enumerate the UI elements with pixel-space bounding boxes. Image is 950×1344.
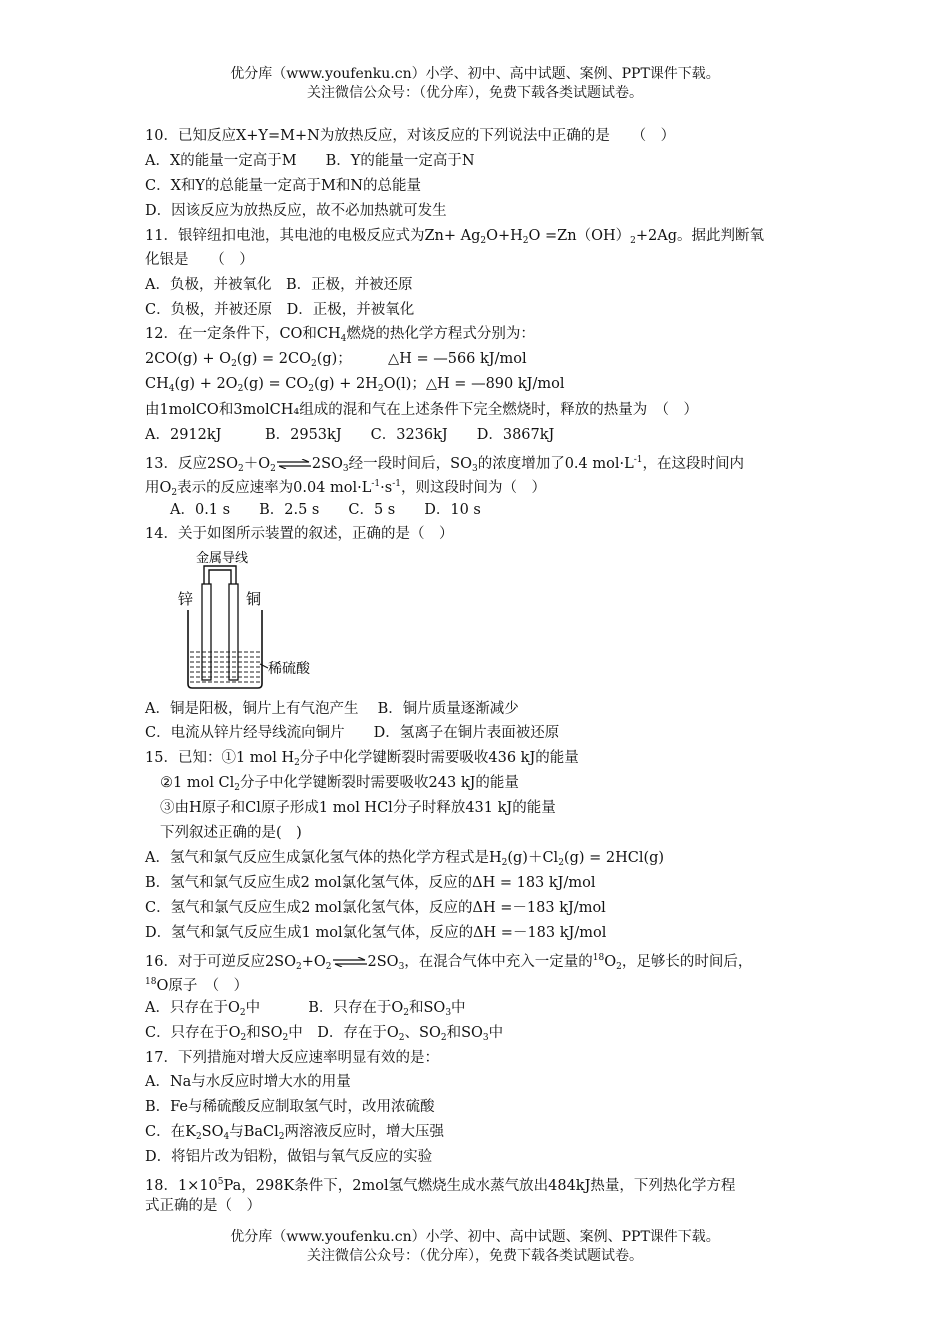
galvanic-cell-figure (172, 546, 332, 694)
acid-label: 稀硫酸 (268, 661, 310, 677)
q17-stem: 17．下列措施对增大反应速率明显有效的是： (145, 1050, 439, 1066)
q14-options-ab: A．铜是阳极，铜片上有气泡产生 B．铜片质量逐渐减少 (145, 701, 519, 717)
header-line-2: 关注微信公众号：（优分库），免费下载各类试题试卷。 (307, 85, 643, 101)
q17-option-c: C．在$K_2SO_4$与BaCl$_2$两溶液反应时，增大压强 (145, 1124, 445, 1142)
q11-options-ab: A．负极，并被氧化 B．正极，并被还原 (145, 277, 413, 293)
equilibrium-arrow-icon (276, 459, 312, 469)
q16-options-cd: C．只存在于$O_2$和$SO_2$中 D．存在于$O_2$、$SO_2$和$SO_3$中 (145, 1025, 504, 1043)
q13-stem-cont: 用$O_2$表示的反应速率为0.04 $mol\cdot L^{-1}\cdot s^{-1}$，则这段时间为（ ） (145, 479, 546, 498)
q12-stem: 12．在一定条件下，CO和$CH_4$燃烧的热化学方程式分别为： (145, 326, 535, 344)
q15-fact-3: ③由H原子和Cl原子形成1 mol HCl分子时释放431 kJ的能量 (160, 800, 556, 816)
header-line-1: 优分库（www.youfenku.cn）小学、初中、高中试题、案例、PPT课件下载。 (230, 66, 720, 82)
q17-option-a: A．Na与水反应时增大水的用量 (145, 1074, 351, 1090)
acid-liquid (190, 652, 260, 682)
q15-option-a: A．氢气和氯气反应生成氯化氢气体的热化学方程式是$H_2(g)+Cl_2(g) = 2HCl(g)$ (145, 850, 665, 868)
q11-stem-cont: 化银是 （ ） (145, 252, 254, 268)
q10-option-c: C．X和Y的总能量一定高于M和N的总能量 (145, 178, 422, 194)
zinc-electrode (202, 584, 211, 680)
beaker (188, 610, 262, 688)
q15-prompt: 下列叙述正确的是( ) (160, 825, 302, 841)
footer-line-2: 关注微信公众号：（优分库），免费下载各类试题试卷。 (307, 1248, 643, 1264)
q18-stem-cont: 式正确的是（ ） (145, 1198, 261, 1214)
q10-option-d: D．因该反应为放热反应，故不必加热就可发生 (145, 203, 447, 219)
q12-options: A．2912kJ B．2953kJ C．3236kJ D．3867kJ (145, 427, 555, 443)
q15-option-d: D．氢气和氯气反应生成1 mol氯化氢气体，反应的ΔH =－183 kJ/mol (145, 925, 607, 941)
q11-options-cd: C．负极，并被还原 D．正极，并被氧化 (145, 302, 415, 318)
q14-options-cd: C．电流从锌片经导线流向铜片 D．氢离子在铜片表面被还原 (145, 725, 560, 741)
footer-line-1: 优分库（www.youfenku.cn）小学、初中、高中试题、案例、PPT课件下载。 (230, 1229, 720, 1245)
q16-stem-cont: $^{18}$O原子 （ ） (145, 977, 249, 994)
q11-stem: 11．银锌纽扣电池，其电池的电极反应式为$Zn+ Ag_2O+H_2O =Zn(OH)_2+2Ag$。据此判断氧 (145, 228, 764, 246)
q16-stem: 16．对于可逆反应$2SO_2+O_2$ $2SO_3$，在混合气体中充入一定量的$^{18}O_2$，足够长的时间后， (145, 953, 753, 972)
q17-option-d: D．将铝片改为铝粉，做铝与氧气反应的实验 (145, 1149, 433, 1165)
q18-stem: 18．$1\times 10^5Pa$，298K条件下，2mol氢气燃烧生成水蒸气放出484kJ热量，下列热化学方程 (145, 1177, 736, 1194)
q16-options-ab: A．只存在于$O_2$中 B．只存在于$O_2$和$SO_3$中 (145, 1000, 466, 1018)
q15-stem: 15．已知：①1 mol $H_2$分子中化学键断裂时需要吸收436 kJ的能量 (145, 750, 579, 768)
q14-stem: 14．关于如图所示装置的叙述，正确的是（ ） (145, 526, 454, 542)
q12-equation-1: $2CO(g) + O_2(g) = 2CO_2(g)$； △H = —566 kJ/mol (145, 351, 527, 369)
equilibrium-arrow-icon (332, 957, 368, 967)
q12-line-3: 由1molCO和3molCH₄组成的混和气在上述条件下完全燃烧时，释放的热量为 （ ） (145, 402, 698, 418)
q15-option-c: C．氢气和氯气反应生成2 mol氯化氢气体，反应的ΔH =－183 kJ/mol (145, 900, 606, 916)
q10-options-ab: A．X的能量一定高于M B．Y的能量一定高于N (145, 153, 475, 169)
q13-options: A．0.1 s B．2.5 s C．5 s D．10 s (170, 502, 481, 518)
wire-label: 金属导线 (196, 551, 249, 566)
copper-label: 铜 (246, 590, 262, 608)
q12-equation-2: $CH_4(g) + 2O_2(g) = CO_2(g) + 2H_2O(l)$；△H = —890 kJ/mol (145, 376, 565, 394)
q17-option-b: B．Fe与稀硫酸反应制取氢气时，改用浓硫酸 (145, 1099, 435, 1115)
zinc-label: 锌 (178, 590, 194, 608)
q10-stem: 10．已知反应X+Y=M+N为放热反应，对该反应的下列说法中正确的是 （ ） (145, 128, 676, 144)
q15-fact-2: ②1 mol $Cl_2$分子中化学键断裂时需要吸收243 kJ的能量 (160, 775, 519, 793)
q13-stem: 13．反应$2SO_2+O_2$ $2SO_3$经一段时间后，$SO_3$的浓度增加了0.4 $mol\cdot L^{-1}$，在这段时间内 (145, 455, 745, 474)
copper-electrode (229, 584, 238, 680)
q15-option-b: B．氢气和氯气反应生成2 mol氯化氢气体，反应的ΔH = 183 kJ/mol (145, 875, 596, 891)
